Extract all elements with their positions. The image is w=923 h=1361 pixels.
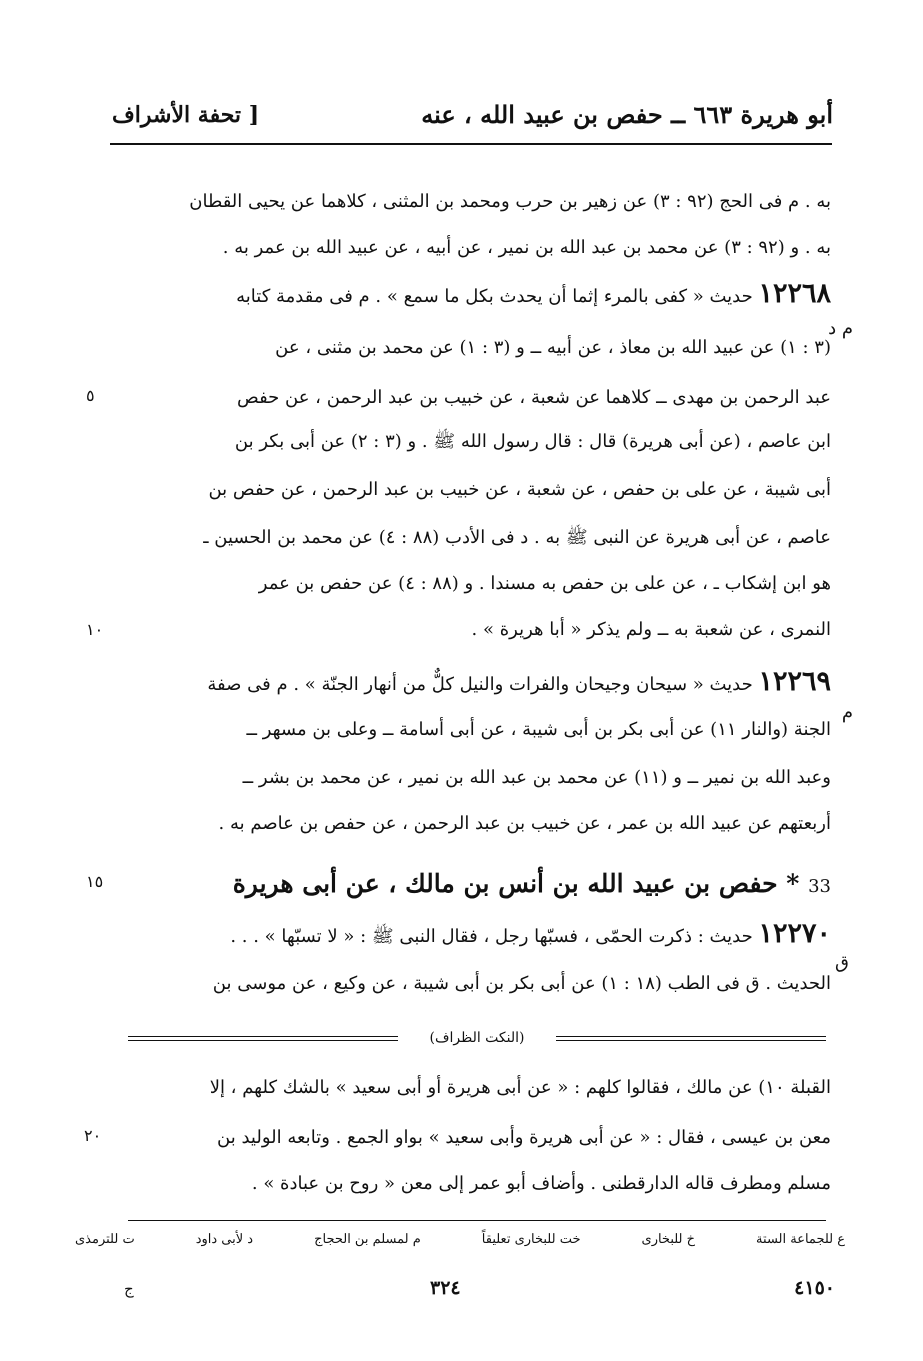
hadith-entry-12270: ١٢٢٧٠ حديث : ذكرت الحمّى ، فسبّها رجل ، فقال النبى ﷺ : « لا تسبّها » . . . bbox=[230, 918, 831, 949]
hadith-entry-12268: ١٢٢٦٨ حديث « كفى بالمرء إثما أن يحدث بكل ما سمع » . م فى مقدمة كتابه bbox=[236, 278, 831, 309]
text-line-6: ابن عاصم ، (عن أبى هريرة) قال : قال رسول الله ﷺ . و (٣ : ٢) عن أبى بكر بن bbox=[234, 431, 831, 452]
hadith-number: ١٢٢٦٨ bbox=[758, 278, 831, 309]
margin-siglum-m: م bbox=[841, 702, 853, 723]
page-number: ٣٢٤ bbox=[430, 1277, 461, 1299]
text-line-14: أربعتهم عن عبيد الله بن عمر ، عن خبيب بن عبد الرحمن ، عن حفص بن عاصم به . bbox=[218, 813, 831, 834]
text-line-10: النمرى ، عن شعبة به ــ ولم يذكر « أبا هريرة » . bbox=[471, 619, 831, 640]
divider-rule-left bbox=[128, 1036, 398, 1041]
legend-item: خ للبخارى bbox=[641, 1232, 696, 1247]
margin-line-number-10: ١٠ bbox=[86, 620, 104, 639]
text-line-8: عاصم ، عن أبى هريرة عن النبى ﷺ به . د فى الأدب (٨٨ : ٤) عن محمد بن الحسين ـ bbox=[203, 527, 831, 548]
hadith-number: ١٢٢٧٠ bbox=[758, 918, 831, 949]
legend-item: ع للجماعة الستة bbox=[756, 1232, 845, 1247]
text-line-9: هو ابن إشكاب ـ ، عن على بن حفص به مسندا . و (٨٨ : ٤) عن حفص بن عمر bbox=[258, 573, 831, 594]
note-line-1: القبلة ١٠) عن مالك ، فقالوا كلهم : « عن أبى هريرة أو أبى سعيد » بالشك كلهم ، إلا bbox=[209, 1077, 831, 1098]
text-line-2: به . و (٩٢ : ٣) عن محمد بن عبد الله بن نمير ، عن أبيه ، عن عبيد الله بن عمر به . bbox=[222, 237, 831, 258]
volume-page-number: ٤١٥٠ bbox=[794, 1277, 835, 1299]
margin-line-number-15: ١٥ bbox=[86, 872, 104, 891]
divider-rule-right bbox=[556, 1036, 826, 1041]
hadith-number: ١٢٢٦٩ bbox=[758, 666, 831, 697]
legend-item: خت للبخارى تعليقاً bbox=[481, 1232, 581, 1247]
margin-line-number-5: ٥ bbox=[86, 386, 95, 405]
margin-siglum-q: ق bbox=[835, 952, 849, 973]
section-heading: حفص بن عبيد الله بن أنس بن مالك ، عن أبى هريرة bbox=[232, 869, 778, 898]
text-line-16: الحديث . ق فى الطب (١٨ : ١) عن أبى بكر بن أبى شيبة ، عن وكيع ، عن موسى بن bbox=[212, 973, 831, 994]
text-line-7: أبى شيبة ، عن على بن حفص ، عن شعبة ، عن خبيب بن عبد الرحمن ، عن حفص بن bbox=[208, 479, 831, 500]
running-header-title: أبو هريرة ٦٦٣ ــ حفص بن عبيد الله ، عنه bbox=[421, 100, 833, 129]
text-line-5: عبد الرحمن بن مهدى ــ كلاهما عن شعبة ، عن خبيب بن عبد الرحمن ، عن حفص bbox=[237, 387, 831, 408]
sigla-legend bbox=[75, 1232, 845, 1247]
text-line-13: وعبد الله بن نمير ــ و (١١) عن محمد بن عبد الله بن نمير ، عن محمد بن بشر ــ bbox=[242, 767, 831, 788]
signature-mark: ج bbox=[124, 1280, 134, 1298]
legend-item: د لأبى داود bbox=[195, 1232, 254, 1247]
margin-line-number-20: ٢٠ bbox=[84, 1126, 102, 1145]
divider-label: (النكت الظراف) bbox=[429, 1030, 525, 1046]
section-marker: * bbox=[786, 869, 800, 898]
running-header-book: [ تحفة الأشراف bbox=[112, 102, 260, 128]
text-line-1: به . م فى الحج (٩٢ : ٣) عن زهير بن حرب ومحمد بن المثنى ، كلاهما عن يحيى القطان bbox=[189, 191, 831, 212]
note-line-2: معن بن عيسى ، فقال : « عن أبى هريرة وأبى سعيد » بواو الجمع . وتابعه الوليد بن bbox=[217, 1127, 831, 1148]
text-line-4: (٣ : ١) عن عبيد الله بن معاذ ، عن أبيه ــ و (٣ : ١) عن محمد بن مثنى ، عن bbox=[275, 337, 831, 358]
footer-rule bbox=[128, 1220, 826, 1221]
legend-item: ت للترمذى bbox=[75, 1232, 135, 1247]
section-number: 33 bbox=[808, 876, 831, 897]
section-heading-row bbox=[109, 862, 831, 906]
margin-siglum-m-d: م د bbox=[828, 318, 853, 339]
note-line-3: مسلم ومطرف قاله الدارقطنى . وأضاف أبو عمر إلى معن « روح بن عبادة » . bbox=[251, 1173, 831, 1194]
notes-divider bbox=[128, 1028, 826, 1052]
legend-item: م لمسلم بن الحجاج bbox=[314, 1232, 421, 1247]
header-rule bbox=[110, 143, 832, 145]
text-line-12: الجنة (والنار ١١) عن أبى بكر بن أبى شيبة ، عن أبى أسامة ــ وعلى بن مسهر ــ bbox=[246, 719, 831, 740]
hadith-entry-12269: ١٢٢٦٩ حديث « سيحان وجيحان والفرات والنيل كلٌّ من أنهار الجنّة » . م فى صفة bbox=[207, 666, 831, 697]
